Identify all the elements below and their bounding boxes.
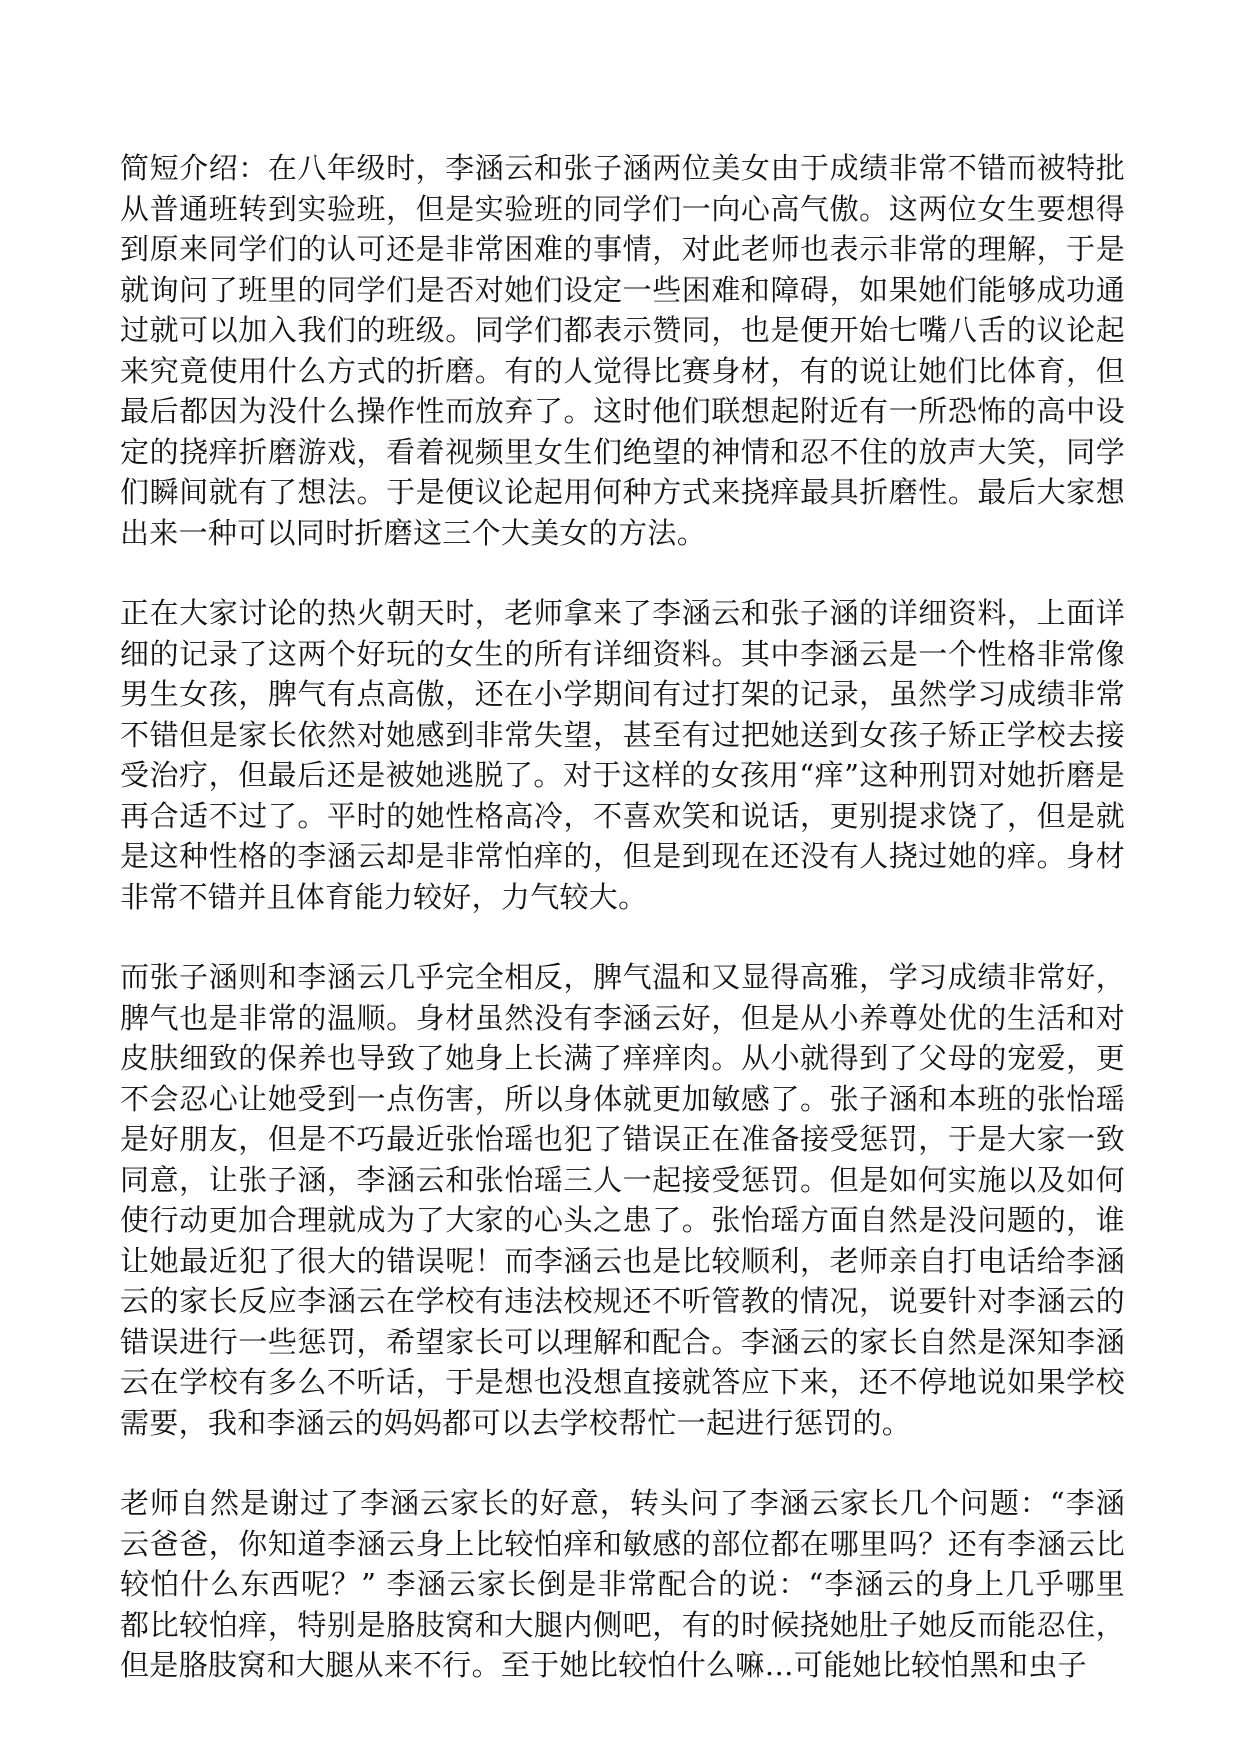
paragraph-intro: 简短介绍：在八年级时，李涵云和张子涵两位美女由于成绩非常不错而被特批从普通班转到实验班，但是实验班的同学们一向心高气傲。这两位女生要想得到原来同学们的认可还是非常困难的事情，对此老师也表示非常的理解，于是就询问了班里的同学们是否对她们设定一些困难和障碍，如果她们能够成功通过就可以加入我们的班级。同学们都表示赞同，也是便开始七嘴八舌的议论起来究竟使用什么方式的折磨。有的人觉得比赛身材，有的说让她们比体育，但最后都因为没什么操作性而放弃了。这时他们联想起附近有一所恐怖的高中设定的挠痒折磨游戏，看着视频里女生们绝望的神情和忍不住的放声大笑，同学们瞬间就有了想法。于是便议论起用何种方式来挠痒最具折磨性。最后大家想出来一种可以同时折磨这三个大美女的方法。 (120, 151, 1125, 550)
paragraph-teacher-question: 老师自然是谢过了李涵云家长的好意，转头问了李涵云家长几个问题：“李涵云爸爸，你知道李涵云身上比较怕痒和敏感的部位都在哪里吗？还有李涵云比较怕什么东西呢？” 李涵云家长倒是非常配合的说：“李涵云的身上几乎哪里都比较怕痒，特别是胳肢窝和大腿内侧吧，有的时候挠她肚子她反而能忍住，但是胳肢窝和大腿从来不行。至于她比较怕什么嘛…可能她比较怕黑和虫子 (120, 1486, 1125, 1682)
paragraph-li-hanyun-profile: 正在大家讨论的热火朝天时，老师拿来了李涵云和张子涵的详细资料，上面详细的记录了这两个好玩的女生的所有详细资料。其中李涵云是一个性格非常像男生女孩，脾气有点高傲，还在小学期间有过打架的记录，虽然学习成绩非常不错但是家长依然对她感到非常失望，甚至有过把她送到女孩子矫正学校去接受治疗，但最后还是被她逃脱了。对于这样的女孩用“痒”这种刑罚对她折磨是再合适不过了。平时的她性格高冷，不喜欢笑和说话，更别提求饶了，但是就是这种性格的李涵云却是非常怕痒的，但是到现在还没有人挠过她的痒。身材非常不错并且体育能力较好，力气较大。 (120, 596, 1125, 914)
document-body (120, 148, 1125, 1726)
paragraph-zhang-zihan-profile: 而张子涵则和李涵云几乎完全相反，脾气温和又显得高雅，学习成绩非常好，脾气也是非常的温顺。身材虽然没有李涵云好，但是从小养尊处优的生活和对皮肤细致的保养也导致了她身上长满了痒痒肉。从小就得到了父母的宠爱，更不会忍心让她受到一点伤害，所以身体就更加敏感了。张子涵和本班的张怡瑶是好朋友，但是不巧最近张怡瑶也犯了错误正在准备接受惩罚，于是大家一致同意，让张子涵，李涵云和张怡瑶三人一起接受惩罚。但是如何实施以及如何使行动更加合理就成为了大家的心头之患了。张怡瑶方面自然是没问题的，谁让她最近犯了很大的错误呢！而李涵云也是比较顺利，老师亲自打电话给李涵云的家长反应李涵云在学校有违法校规还不听管教的情况，说要针对李涵云的错误进行一些惩罚，希望家长可以理解和配合。李涵云的家长自然是深知李涵云在学校有多么不听话，于是想也没想直接就答应下来，还不停地说如果学校需要，我和李涵云的妈妈都可以去学校帮忙一起进行惩罚的。 (120, 960, 1125, 1440)
